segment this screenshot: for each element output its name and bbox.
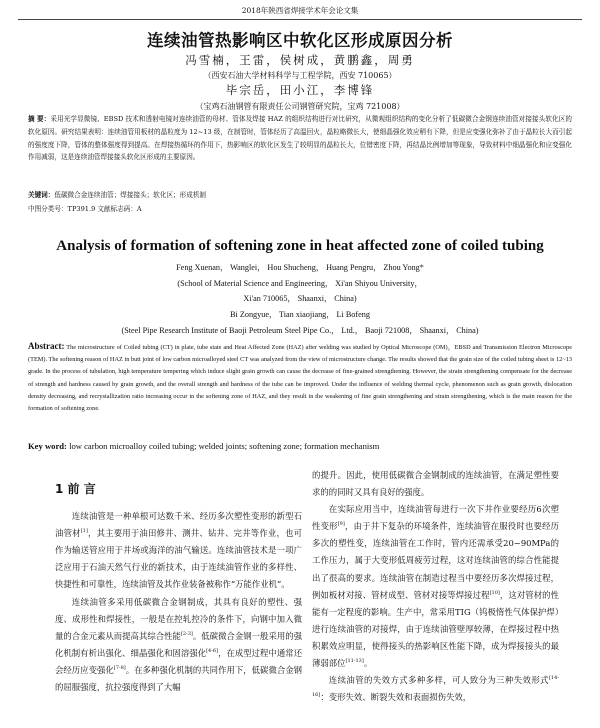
chinese-abstract xyxy=(28,113,572,164)
running-header: 2018年陕西省焊接学术年会论文集 xyxy=(18,5,582,20)
citation-11-13: [11-13] xyxy=(345,658,364,665)
body-paragraph-2: 连续油管多采用低碳微合金钢制成，其具有良好的塑性、强度、成形性和焊接性，一般是在控轧控冷的条件下，向钢中加入微量的合金元素从而提高其综合性能[2-3]。低碳微合金钢一般采用的强化机制有析出强化、细晶强化和固溶强化[4-6]，在成型过程中通常还会经历应变强化[7-8]。在多种强化机制的共同作用下，低碳微合金钢的屈服强度，抗拉强度得到了大幅 xyxy=(55,596,303,693)
english-authors-group-1: Feng Xuenan， Wanglei， Hou Shucheng， Huang Pengru， Zhou Yong* xyxy=(176,263,424,272)
chinese-abstract-label: 摘 要： xyxy=(28,115,51,123)
chinese-keywords xyxy=(28,189,572,202)
classification-code: 中图分类号：TP391.9 文献标志码：A xyxy=(28,205,142,213)
citation-7-8: [7-8] xyxy=(113,665,126,672)
chinese-affiliation-1: （西安石油大学材料科学与工程学院，西安 710065） xyxy=(203,71,397,80)
body-paragraph-5: 连续油管的失效方式多种多样，可人致分为三种失效形式[14-16]：变形失效、断裂失效和表面损伤失效， xyxy=(312,675,559,703)
citation-9: [9] xyxy=(337,521,345,528)
section-heading-introduction: 1 前 言 xyxy=(55,482,96,496)
english-keywords-text: low carbon microalloy coiled tubing; welded joints; softening zone; formation mechanism xyxy=(69,441,380,451)
body-paragraph-1: 连续油管是一种单根可达数千米、经历多次塑性变形的新型石油管材[1]，其主要用于油田修井、测井、钻井、完井等作业，也可作为输送管应用于井场或海洋的油气输送。连续油管技术是一项广泛应用于石油天然气行业的新技术，由于连续油管作业的多样性、快捷性和可靠性，连续油管及其作业装备被称作“万能作业机”。 xyxy=(55,511,303,590)
chinese-abstract-text: 采用光学显微镜、EBSD 技术和透射电镜对连续油管的母材、管体及焊接 HAZ 的组织结构进行对比研究，从微观组织结构的变化分析了低碳微合金钢连续油管对接接头软化区的软化原因。研究结果表明：连续油管用板材的晶粒度为 12~13 级，在制管时，管体经历了高温回火，晶粒略微长大，使细晶强化效应稍有下降，但是应变强化弥补了由于晶粒长大而引起的强度度下降，管体的整体强度得到提高。在焊接热循环的作用下，热影响区的软化区发生了较明显的晶粒长大，位错密度下降，再结晶比例增加等现象，导致材料中细晶强化和应变强化作用减弱，这是连续油管焊接接头软化区形成的主要原因。 xyxy=(28,115,573,162)
english-affiliation-2: (Steel Pipe Research Institute of Baoji Petroleum Steel Pipe Co.， Ltd.， Baoji 721008， Shaanxi， China) xyxy=(121,326,479,335)
chinese-keywords-label: 关键词： xyxy=(28,191,55,199)
english-keywords xyxy=(28,441,572,451)
body-right-column xyxy=(312,467,559,706)
chinese-authors-group-1: 冯雪楠，王雷，侯树成，黄鹏鑫，周勇 xyxy=(185,53,415,67)
english-keywords-label: Key word: xyxy=(28,441,67,451)
body-left-column xyxy=(55,467,302,696)
body-paragraph-4: 在实际应用当中，连续油管每进行一次下井作业要经历6次塑性变形[9]，由于井下复杂的环境条件，连续油管在服役时也要经历多次的塑性变，连续油管在工作时，管内还需承受20~90MPa的工作压力，属于大变形低周疲劳过程，这对连续油管的综合性能提出了很高的要求。连续油管在制造过程当中要经历多次焊接过程，例如板材对接、管材成型、管材对接等焊接过程[10]，这对管材的性能有一定程度的影响。生产中，常采用TIG（钨极惰性气体保护焊）进行连续油管的对接焊，由于连续油管壁厚较薄，在焊接过程中热积累效应明显，使得接头的热影响区性能下降，成为焊接接头的最薄弱部位[11-13]。 xyxy=(312,504,560,669)
body-paragraph-3: 的提升。因此，使用低碳微合金钢制成的连续油管，在满足塑性要求的的同时又具有良好的强度。 xyxy=(312,470,559,498)
english-affiliation-1b: Xi'an 710065， Shaanxi， China) xyxy=(243,294,357,303)
english-abstract-text: The microstructure of Coiled tubing (CT) in plate, tube state and Heat Affected Zone (HAZ) after welding was studied by Optical Microscope (OM)，EBSD and Transmission Electron Microscope (TEM). The softening reason of HAZ in butt joint of low carbon microalloyed steel CT was analyzed from the view of microstructure change. The results showed that the grain size of the coiled tubing sheet is 12~13 grade. In the process of tubulation, high temperature tempering which induce slight grain growth can cause the decrease of fine-grained strengthening. However, the strain strengthening compensate for the decrease of strength and hardness caused by grain growth, and the overall strength and hardness of the tube can be improved. Under the influence of welding thermal cycle, phenomenon such as grain growth, dislocation density decreasing, and recrystallization ratio increasing occur in the softening zone of HAZ, and they result in the weakening of fine grain strengthening and strain strengthening, which is the main reason for the formation of softening zone. xyxy=(28,344,572,413)
citation-14-16: [14-16] xyxy=(312,675,559,699)
english-title: Analysis of formation of softening zone in heat affected zone of coiled tubing xyxy=(56,238,544,254)
chinese-authors-group-2: 毕宗岳，田小江，李博锋 xyxy=(225,83,375,97)
chinese-title: 连续油管热影响区中软化区形成原因分析 xyxy=(147,31,453,50)
citation-2-3: [2-3] xyxy=(180,630,193,637)
citation-10: [10] xyxy=(489,589,500,596)
english-abstract xyxy=(28,340,572,415)
english-abstract-label: Abstract: xyxy=(28,341,65,351)
citation-1: [1] xyxy=(80,528,88,535)
chinese-keywords-text: 低碳微合金连续油管；焊接接头；软化区；形成机制 xyxy=(54,191,207,199)
citation-4-6: [4-6] xyxy=(206,648,219,655)
english-affiliation-1a: (School of Material Science and Engineering， Xi'an Shiyou University， xyxy=(177,279,423,288)
chinese-affiliation-2: （宝鸡石油钢管有限责任公司钢管研究院，宝鸡 721008） xyxy=(195,102,405,111)
english-authors-group-2: Bi Zongyue， Tian xiaojiang， Li Bofeng xyxy=(230,310,370,319)
